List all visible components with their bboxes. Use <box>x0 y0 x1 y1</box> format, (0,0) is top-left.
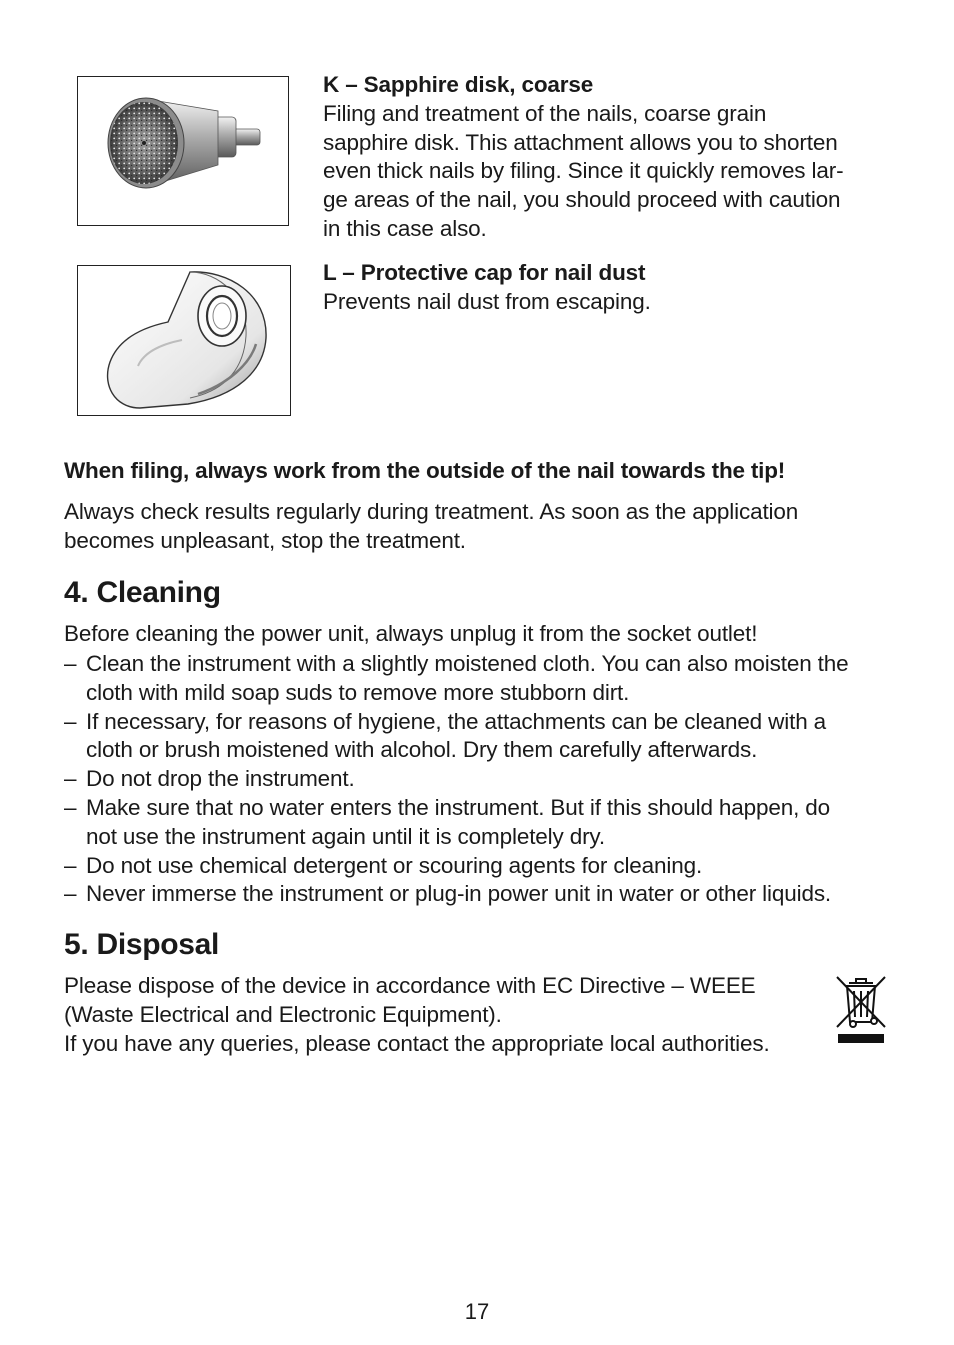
bullet-dash: – <box>64 651 77 676</box>
disposal-line: If you have any queries, please contact the appropriate local authorities. <box>64 1031 770 1056</box>
list-item-line: not use the instrument again until it is completely dry. <box>86 823 605 849</box>
weee-crossed-bin-icon <box>834 974 888 1046</box>
attachment-k-line: ge areas of the nail, you should proceed with caution <box>323 187 841 213</box>
protective-cap-image <box>77 265 291 416</box>
protective-cap-illustration <box>78 266 289 414</box>
sapphire-disk-illustration <box>78 77 287 224</box>
sapphire-disk-image <box>77 76 289 226</box>
attachment-l-line: Prevents nail dust from escaping. <box>323 288 651 314</box>
attachment-l <box>323 259 883 317</box>
cleaning-heading: 4. Cleaning <box>64 576 221 609</box>
list-item-line: cloth with mild soap suds to remove more stubborn dirt. <box>86 679 630 705</box>
bullet-dash: – <box>64 766 77 792</box>
check-line: Always check results regularly during treatment. As soon as the application <box>64 499 799 524</box>
disposal-line: Please dispose of the device in accordance with EC Directive – WEEE <box>64 973 756 998</box>
cleaning-list <box>64 650 904 909</box>
bullet-dash: – <box>64 794 77 820</box>
list-item <box>64 880 904 909</box>
list-item <box>64 708 904 766</box>
list-item <box>64 852 904 881</box>
list-item-line: Do not use chemical detergent or scouring agents for cleaning. <box>86 852 703 878</box>
filing-warning: When filing, always work from the outside of the nail towards the tip! <box>64 458 786 483</box>
bullet-dash: – <box>64 708 77 734</box>
list-item-line: If necessary, for reasons of hygiene, the attachments can be cleaned with a <box>86 708 827 734</box>
list-item <box>64 765 904 794</box>
check-results-paragraph <box>64 497 798 555</box>
check-line: becomes unpleasant, stop the treatment. <box>64 528 466 553</box>
attachment-k-title: K – Sapphire disk, coarse <box>323 72 594 97</box>
cleaning-intro: Before cleaning the power unit, always unplug it from the socket outlet! <box>64 621 758 646</box>
bullet-dash: – <box>64 881 77 907</box>
list-item <box>64 794 904 852</box>
attachment-k <box>323 71 883 244</box>
list-item-line: Clean the instrument with a slightly moistened cloth. You can also moisten the <box>86 651 849 676</box>
attachment-k-line: even thick nails by filing. Since it quickly removes lar- <box>323 158 844 184</box>
attachment-l-title: L – Protective cap for nail dust <box>323 260 646 285</box>
list-item-line: Do not drop the instrument. <box>86 766 355 792</box>
list-item-line: Never immerse the instrument or plug-in power unit in water or other liquids. <box>86 881 832 907</box>
attachment-k-line: sapphire disk. This attachment allows you to shorten <box>323 129 838 155</box>
page-number: 17 <box>464 1299 490 1324</box>
disposal-heading: 5. Disposal <box>64 928 220 961</box>
disposal-paragraph <box>64 971 770 1058</box>
list-item-line: Make sure that no water enters the instrument. But if this should happen, do <box>86 794 831 820</box>
list-item-line: cloth or brush moistened with alcohol. Dry them carefully afterwards. <box>86 737 758 763</box>
list-item <box>64 650 904 708</box>
disposal-line: (Waste Electrical and Electronic Equipment). <box>64 1002 502 1027</box>
bullet-dash: – <box>64 852 77 878</box>
attachment-k-line: Filing and treatment of the nails, coarse grain <box>323 100 767 126</box>
attachment-k-line: in this case also. <box>323 215 487 241</box>
